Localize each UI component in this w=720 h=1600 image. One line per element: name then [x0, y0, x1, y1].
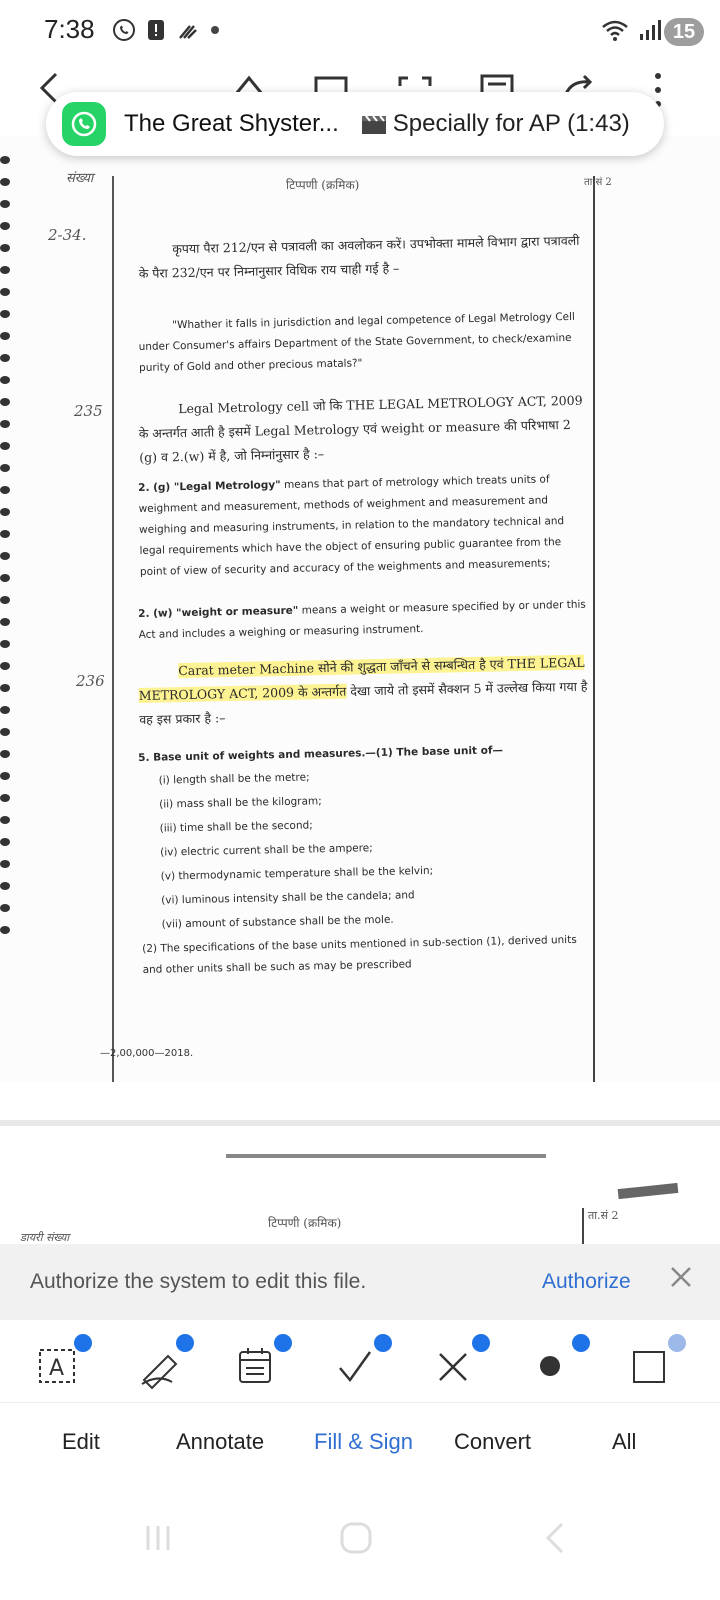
section-5-item: (vi) luminous intensity shall be the candela; and	[161, 889, 415, 907]
whatsapp-app-icon	[62, 102, 106, 146]
signature-tool[interactable]	[138, 1334, 194, 1390]
signal-icon	[638, 18, 664, 42]
para-3-rest: देखा जाये तो इसमें सैक्शन 5 में उल्लेख किया गया है वह इस प्रकार है :–	[139, 678, 588, 727]
pro-badge-icon	[374, 1334, 392, 1352]
svg-text:A: A	[49, 1356, 65, 1381]
document-page-1	[0, 136, 720, 1082]
pro-badge-icon	[668, 1334, 686, 1352]
right-margin-line	[593, 176, 595, 1082]
system-nav-bar	[0, 1482, 720, 1600]
tab-convert[interactable]: Convert	[454, 1429, 532, 1454]
dot-icon	[210, 18, 220, 42]
status-bar	[0, 0, 720, 64]
margin-line	[112, 176, 114, 1082]
para-2: Legal Metrology cell जो कि THE LEGAL METROLOGY ACT, 2009 के अन्तर्गत आती है इसमें Legal Metrology एवं weight or measure की परिभाषा 2 (g) व 2.(w) में है, जो निम्नांनुसार है :–	[138, 392, 583, 465]
definition-w-label: 2. (w) "weight or measure"	[138, 604, 299, 620]
page-header: टिप्पणी (क्रमिक)	[286, 178, 360, 192]
definition-w	[138, 595, 589, 646]
bottom-tab-bar	[0, 1402, 720, 1482]
section-5-heading: 5. Base unit of weights and measures.—(1) The base unit of—	[138, 744, 504, 764]
status-notification-icons	[112, 18, 220, 42]
whatsapp-icon	[112, 18, 136, 42]
page-footer-code: —2,00,000—2018.	[100, 1048, 194, 1059]
tab-fill-sign[interactable]: Fill & Sign	[314, 1429, 414, 1454]
binder-holes	[0, 156, 14, 976]
margin-label-235: 235	[74, 402, 103, 420]
section-5-item: (iv) electric current shall be the ampere;	[160, 842, 373, 859]
text-field-tool[interactable]	[36, 1334, 92, 1390]
section-5-item: (ii) mass shall be the kilogram;	[159, 795, 322, 811]
home-icon[interactable]	[336, 1518, 376, 1558]
pro-badge-icon	[274, 1334, 292, 1352]
page2-header: टिप्पणी (क्रमिक)	[268, 1216, 342, 1230]
back-icon[interactable]	[536, 1518, 576, 1558]
authorize-banner	[0, 1244, 720, 1320]
pro-badge-icon	[74, 1334, 92, 1352]
alert-icon	[146, 18, 166, 42]
definition-g-text: means that part of metrology which treats units of weighment and measurement, methods of weighment and measurement and weighing and measuring instruments, in relation to the mandatory technical and legal requirements which have the object of ensuring public guarantee from the point of view of security and accuracy of the weighments and measurements;	[138, 473, 565, 578]
margin-label-236: 236	[76, 672, 105, 690]
clapperboard-icon	[361, 113, 387, 135]
media-notification-pill[interactable]	[46, 92, 664, 156]
tab-annotate[interactable]: Annotate	[176, 1429, 265, 1454]
media-subtitle	[361, 110, 630, 138]
recents-icon[interactable]	[138, 1518, 178, 1558]
definition-g	[138, 469, 590, 583]
section-5-item: (iii) time shall be the second;	[159, 819, 313, 835]
wifi-icon	[600, 18, 630, 42]
page2-right-header: ता.सं 2	[588, 1209, 619, 1222]
media-title: The Great Shyster...	[124, 110, 339, 137]
page2-margin-label: डायरी संख्या	[20, 1231, 70, 1244]
page2-right-line	[582, 1208, 584, 1248]
margin-label-sankhya: संख्या	[66, 171, 94, 186]
page-right-header: ता.सं 2	[584, 177, 612, 188]
section-5	[138, 739, 593, 981]
notification-count-badge: 15	[664, 18, 704, 46]
para-1: कृपया पैरा 212/एन से पत्रावली का अवलोकन करें। उपभोक्ता मामले विभाग द्वारा पत्रावली के पैरा 232/एन पर निम्नानुसार विधिक राय चाही गई है –	[138, 232, 580, 281]
cross-tool[interactable]	[434, 1334, 490, 1390]
para-3	[138, 651, 589, 732]
definition-w-text: means a weight or measure specified by or under this Act and includes a weighing or measuring instrument.	[138, 598, 586, 641]
media-subtitle-text: Specially for AP (1:43)	[392, 110, 630, 137]
pro-badge-icon	[572, 1334, 590, 1352]
page2-stamp-mark	[618, 1183, 679, 1199]
authorize-message: Authorize the system to edit this file.	[30, 1270, 367, 1293]
legal-query-quote: "Whather it falls in jurisdiction and legal competence of Legal Metrology Cell under Consumer's affairs Department of the State Government, to check/examine purity of Gold and other precious matals?"	[138, 310, 576, 374]
margin-label-para: 2-34.	[48, 226, 87, 244]
pro-badge-icon	[176, 1334, 194, 1352]
date-tool[interactable]	[236, 1334, 292, 1390]
section-5-2: (2) The specifications of the base units mentioned in sub-section (1), derived units and other units shall be such as may be prescribed	[142, 933, 577, 976]
fill-sign-toolbar	[0, 1320, 720, 1402]
page2-top-rule	[226, 1154, 546, 1158]
tab-all[interactable]: All	[612, 1429, 637, 1454]
pro-badge-icon	[472, 1334, 490, 1352]
definition-g-label: 2. (g) "Legal Metrology"	[138, 479, 281, 494]
dot-tool[interactable]	[534, 1334, 590, 1390]
checkmark-tool[interactable]	[336, 1334, 392, 1390]
highlighted-text[interactable]: Carat meter Machine सोने की शुद्धता जाँचने से सम्बन्धित है एवं THE LEGAL METROLOGY ACT, 2009 के अन्तर्गत	[138, 654, 585, 703]
status-system-icons	[600, 18, 664, 42]
box-tool[interactable]	[630, 1334, 686, 1390]
status-time: 7:38	[44, 14, 95, 44]
section-5-item: (v) thermodynamic temperature shall be the kelvin;	[160, 864, 434, 883]
section-5-item: (vii) amount of substance shall be the mole.	[161, 913, 394, 931]
section-5-item: (i) length shall be the metre;	[158, 771, 310, 787]
authorize-button[interactable]: Authorize	[542, 1270, 631, 1293]
tool-icon	[176, 18, 200, 42]
tab-edit[interactable]: Edit	[62, 1429, 100, 1454]
close-icon[interactable]	[666, 1262, 696, 1292]
